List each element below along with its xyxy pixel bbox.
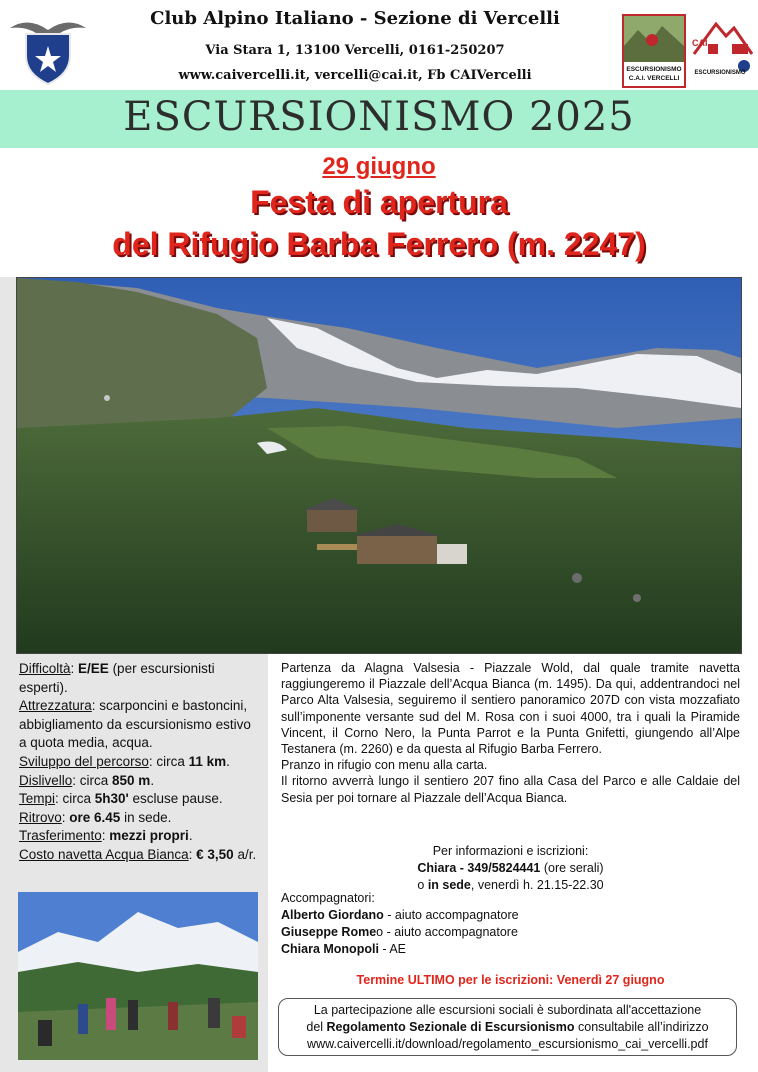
- trip-specs: [19, 660, 259, 865]
- spec-difficolta-value: E/EE: [78, 661, 109, 676]
- info-line3-post: , venerdì h. 21.15-22.30: [470, 878, 604, 892]
- trip-description: [281, 660, 740, 806]
- guide-3-role: - AE: [378, 942, 407, 956]
- org-address: Via Stara 1, 13100 Vercelli, 0161-250207: [205, 43, 505, 58]
- group-photo: [18, 892, 258, 1060]
- guide-2-rest: o - aiuto accompagnatore: [376, 925, 518, 939]
- banner-title: ESCURSIONISMO 2025: [123, 94, 635, 140]
- spec-tempi-label: Tempi: [19, 791, 56, 807]
- spec-trasferimento-pre: :: [101, 828, 110, 844]
- spec-dislivello-pre: : circa: [72, 772, 113, 788]
- spec-tempi-post: escluse pause.: [128, 791, 223, 807]
- spec-dislivello-label: Dislivello: [19, 772, 73, 788]
- description-paragraph-1: Partenza da Alagna Valsesia - Piazzale Wold, dal quale tramite navetta raggiungeremo il Piazzale dell’Acqua Bianca (m. 1495). Da qui, addentrandoci nel Parco Alta Valsesia, seguiremo il sentiero panoramico 207D con vista mozzafiato sull’imponente versante sud del M. Rosa con i suoi 4000, tra i quali la Piramide Vincent, il Corno Nero, la Punta Parrot e la Punta Gnifetti, giungendo all’Alpe Testanera (m. 2260) e da questa al Rifugio Barba Ferrero.: [281, 661, 740, 757]
- guide-1: [281, 907, 740, 924]
- spec-costo-pre: :: [188, 846, 197, 862]
- spec-ritrovo-value: ore 6.45: [69, 809, 121, 825]
- guide-3: [281, 941, 740, 958]
- spec-difficolta-label: Difficoltà: [19, 661, 71, 676]
- spec-ritrovo: [19, 809, 259, 828]
- regulation-line2-bold: Regolamento Sezionale di Escursionismo: [326, 1020, 575, 1034]
- regulation-line2-post: consultabile all’indirizzo: [574, 1020, 709, 1034]
- guide-1-role: - aiuto accompagnatore: [383, 908, 519, 922]
- regulation-line2: [279, 1019, 736, 1036]
- org-contacts: www.caivercelli.it, vercelli@cai.it, Fb CAIVercelli: [178, 68, 532, 83]
- event-title-line1: Festa di apertura: [250, 184, 508, 220]
- badge-cai-text: CAI: [692, 38, 708, 48]
- info-block: [281, 843, 740, 894]
- event-date: 29 giugno: [322, 153, 436, 180]
- description-paragraph-3: Il ritorno avverrà lungo il sentiero 207 fino alla Casa del Parco e alle Caldaie del Sesia per poi tornare al Piazzale dell’Acqua Bianca.: [281, 774, 740, 805]
- spec-sviluppo-pre: : circa: [148, 753, 189, 769]
- spec-costo: [19, 846, 259, 865]
- guide-2: [281, 924, 740, 941]
- spec-trasferimento-label: Trasferimento: [19, 828, 102, 844]
- spec-difficolta: Difficoltà: E/EE (per escursionisti esperti).: [19, 661, 215, 695]
- spec-tempi-value: 5h30': [94, 791, 129, 807]
- description-paragraph-2: Pranzo in rifugio con menu alla carta.: [281, 758, 488, 773]
- guides-title: Accompagnatori:: [281, 891, 375, 905]
- spec-attrezzatura-value: : scarponcini e bastoncini, abbigliamento da escursionismo estivo a quota media, acqua.: [19, 698, 251, 751]
- info-line3-bold: in sede: [427, 878, 471, 892]
- spec-dislivello-value: 850 m: [112, 772, 151, 788]
- info-contact-name: Chiara - 349/5824441: [417, 861, 541, 875]
- spec-trasferimento-value: mezzi propri: [109, 828, 189, 844]
- spec-difficolta-note: (per escursionisti esperti).: [19, 661, 215, 695]
- escursionismo-badge: [622, 14, 686, 88]
- spec-dislivello: Dislivello: circa 850 m.: [19, 772, 155, 788]
- regulation-box: [278, 998, 737, 1056]
- spec-sviluppo-label: Sviluppo del percorso: [19, 753, 149, 769]
- info-line1: Per informazioni e iscrizioni:: [432, 844, 589, 858]
- spec-costo-value: € 3,50: [196, 846, 234, 862]
- spec-ritrovo-label: Ritrovo: [19, 809, 62, 825]
- badge-esc-line2: C.A.I. VERCELLI: [628, 75, 680, 82]
- spec-sviluppo: Sviluppo del percorso: circa 11 km.: [19, 753, 230, 769]
- registration-deadline: Termine ULTIMO per le iscrizioni: Venerdì 27 giugno: [356, 973, 665, 987]
- cai-escursionismo-logo: [690, 14, 754, 84]
- cai-logo: [8, 10, 88, 86]
- spec-costo-label: Costo navetta Acqua Bianca: [19, 846, 189, 862]
- spec-sviluppo-value: 11 km: [188, 753, 227, 769]
- spec-ritrovo-post: in sede.: [120, 809, 172, 825]
- regulation-line2-pre: del: [306, 1020, 327, 1034]
- spec-tempi-pre: : circa: [55, 791, 95, 807]
- badge-cai-sub: ESCURSIONISMO: [694, 70, 746, 76]
- guide-1-name: Alberto Giordano: [281, 908, 384, 922]
- spec-attrezzatura: [19, 697, 259, 753]
- refuge-photo: [16, 277, 742, 654]
- guides-block: [281, 890, 740, 958]
- spec-ritrovo-pre: :: [61, 809, 70, 825]
- guide-3-name: Chiara Monopoli: [281, 942, 379, 956]
- regulation-link[interactable]: www.caivercelli.it/download/regolamento_escursionismo_cai_vercelli.pdf: [307, 1037, 708, 1051]
- regulation-line1: La partecipazione alle escursioni sociali è subordinata all'accettazione: [313, 1003, 702, 1017]
- event-title-line2: del Rifugio Barba Ferrero (m. 2247): [112, 226, 646, 262]
- spec-trasferimento: Trasferimento: mezzi propri.: [19, 828, 193, 844]
- info-contact: [281, 860, 740, 877]
- badge-esc-line1: ESCURSIONISMO: [626, 66, 682, 73]
- spec-tempi: [19, 790, 259, 809]
- spec-costo-post: a/r.: [233, 846, 257, 862]
- spec-attrezzatura-label: Attrezzatura: [19, 698, 92, 714]
- info-contact-note: (ore serali): [540, 861, 604, 875]
- info-line3-pre: o: [417, 878, 428, 892]
- org-name: Club Alpino Italiano - Sezione di Vercelli: [150, 8, 560, 29]
- guide-2-name: Giuseppe Rome: [281, 925, 377, 939]
